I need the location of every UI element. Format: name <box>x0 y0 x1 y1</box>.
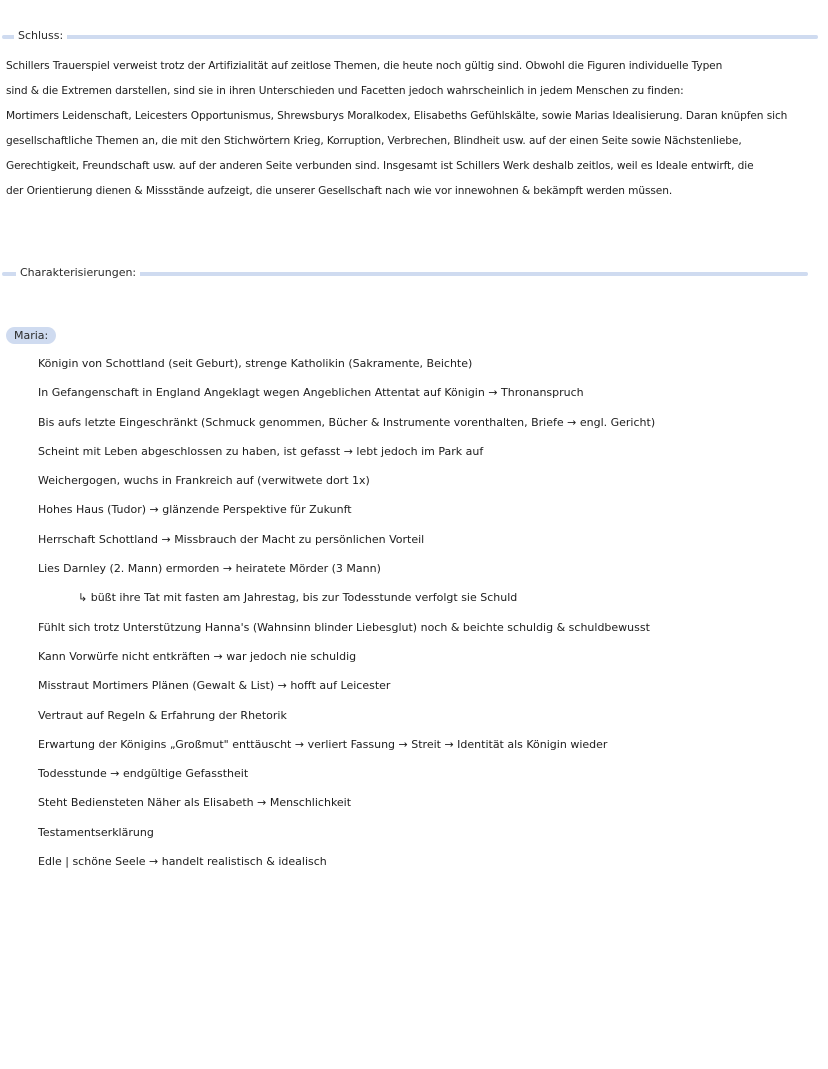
list-item: Hohes Haus (Tudor) → glänzende Perspektive für Zukunft <box>38 503 352 517</box>
list-item: In Gefangenschaft in England Angeklagt wegen Angeblichen Attentat auf Königin → Thronanspruch <box>38 386 584 400</box>
schluss-line: Schillers Trauerspiel verweist trotz der Artifizialität auf zeitlose Themen, die heute noch gültig sind. Obwohl die Figuren individuelle Typen <box>6 60 723 72</box>
schluss-line: sind & die Extremen darstellen, sind sie in ihren Unterschieden und Facetten jedoch wahrscheinlich in jedem Menschen zu finden: <box>6 85 684 97</box>
list-item: Weichergogen, wuchs in Frankreich auf (verwitwete dort 1x) <box>38 474 370 488</box>
list-item: Bis aufs letzte Eingeschränkt (Schmuck genommen, Bücher & Instrumente vorenthalten, Briefe → engl. Gericht) <box>38 415 656 429</box>
schluss-line: Mortimers Leidenschaft, Leicesters Opportunismus, Shrewsburys Moralkodex, Elisabeths Gefühlskälte, sowie Marias Idealisierung. Daran knüpfen sich <box>6 110 788 122</box>
list-item: Kann Vorwürfe nicht entkräften → war jedoch nie schuldig <box>38 649 357 663</box>
list-item: Vertraut auf Regeln & Erfahrung der Rhetorik <box>38 708 287 722</box>
list-item: Scheint mit Leben abgeschlossen zu haben, ist gefasst → lebt jedoch im Park auf <box>38 444 484 458</box>
list-item: ↳ büßt ihre Tat mit fasten am Jahrestag, bis zur Todesstunde verfolgt sie Schuld <box>78 591 518 605</box>
list-item: Steht Bediensteten Näher als Elisabeth → Menschlichkeit <box>38 796 352 810</box>
maria-list <box>38 354 818 881</box>
list-item: Erwartung der Königins „Großmut" enttäuscht → verliert Fassung → Streit → Identität als Königin wieder <box>38 737 608 751</box>
schluss-line: Gerechtigkeit, Freundschaft usw. auf der anderen Seite verbunden sind. Insgesamt ist Schillers Werk deshalb zeitlos, weil es Ideale entwirft, die <box>6 160 754 172</box>
list-item: Königin von Schottland (seit Geburt), strenge Katholikin (Sakramente, Beichte) <box>38 357 473 370</box>
list-item: Testamentserklärung <box>38 825 154 839</box>
list-item: Herrschaft Schottland → Missbrauch der Macht zu persönlichen Vorteil <box>38 532 425 546</box>
list-item: Fühlt sich trotz Unterstützung Hanna's (Wahnsinn blinder Liebesglut) noch & beichte schuldig & schuldbewusst <box>38 620 650 634</box>
list-item: Todesstunde → endgültige Gefasstheit <box>38 767 249 781</box>
schluss-divider <box>2 35 818 39</box>
schluss-heading: Schluss: <box>14 29 67 42</box>
list-item: Lies Darnley (2. Mann) ermorden → heiratete Mörder (3 Mann) <box>38 562 381 576</box>
list-item: Misstraut Mortimers Plänen (Gewalt & List) → hofft auf Leicester <box>38 679 391 693</box>
schluss-line: gesellschaftliche Themen an, die mit den Stichwörtern Krieg, Korruption, Verbrechen, Blindheit usw. auf der einen Seite sowie Nächstenliebe, <box>6 135 742 147</box>
list-item: Edle | schöne Seele → handelt realistisch & idealisch <box>38 855 327 869</box>
maria-label: Maria: <box>6 327 56 344</box>
schluss-line: der Orientierung dienen & Missstände aufzeigt, die unserer Gesellschaft nach wie vor innewohnen & bekämpft werden müssen. <box>6 185 673 197</box>
charakter-heading: Charakterisierungen: <box>16 266 140 279</box>
schluss-paragraph <box>6 54 818 204</box>
